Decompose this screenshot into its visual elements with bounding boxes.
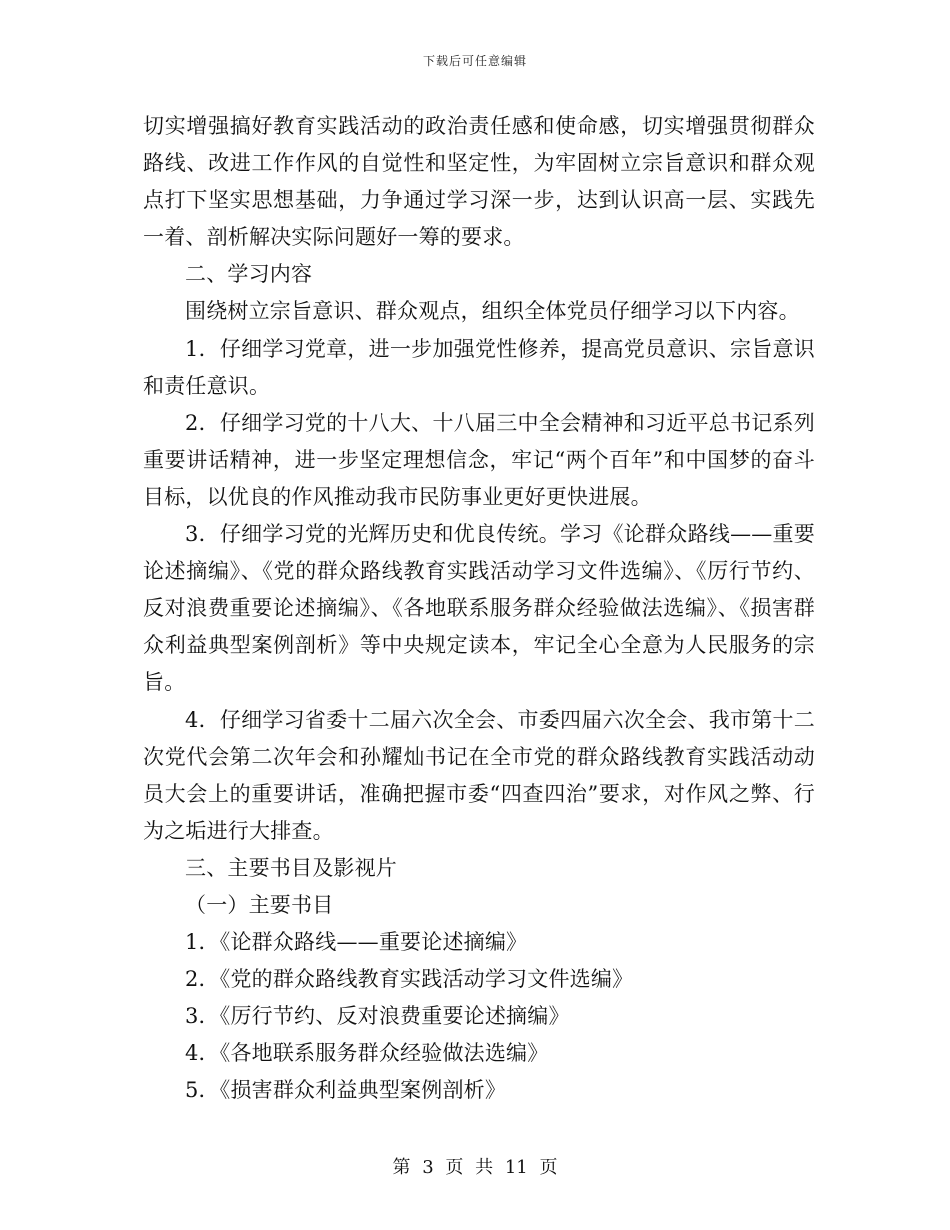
book-item-5: 5．《损害群众利益典型案例剖析》 bbox=[185, 1078, 507, 1103]
study-item-3: 3．仔细学习党的光辉历史和优良传统。学习《论群众路线——重要论述摘编》、《党的群众路线教育实践活动学习文件选编》、《厉行节约、反对浪费重要论述摘编》、《各地联系服务群众经验做法选编》、《损害群众利益典型案例剖析》等中央规定读本，牢记全心全意为人民服务的宗旨。 bbox=[143, 522, 815, 695]
document-body bbox=[143, 108, 815, 1110]
page-number-footer: 第 3 页 共 11 页 bbox=[392, 1157, 558, 1178]
subsection-heading-main-books: （一）主要书目 bbox=[185, 892, 334, 917]
study-item-2: 2．仔细学习党的十八大、十八届三中全会精神和习近平总书记系列重要讲话精神，进一步坚定理想信念，牢记“两个百年”和中国梦的奋斗目标，以优良的作风推动我市民防事业更好更快进展。 bbox=[143, 410, 815, 509]
study-item-1: 1．仔细学习党章，进一步加强党性修养，提高党员意识、宗旨意识和责任意识。 bbox=[143, 336, 815, 398]
section-heading-study-content: 二、学习内容 bbox=[185, 262, 313, 287]
section-heading-books-films: 三、主要书目及影视片 bbox=[185, 855, 397, 880]
study-item-4: 4．仔细学习省委十二届六次全会、市委四届六次全会、我市第十二次党代会第二次年会和孙耀灿书记在全市党的群众路线教育实践活动动员大会上的重要讲话，准确把握市委“四查四治”要求，对作风之弊、行为之垢进行大排查。 bbox=[143, 707, 815, 843]
book-item-1: 1．《论群众路线——重要论述摘编》 bbox=[185, 930, 528, 955]
book-item-3: 3．《厉行节约、反对浪费重要论述摘编》 bbox=[185, 1004, 570, 1029]
book-item-2: 2．《党的群众路线教育实践活动学习文件选编》 bbox=[185, 967, 634, 992]
paragraph-goal: 切实增强搞好教育实践活动的政治责任感和使命感，切实增强贯彻群众路线、改进工作作风的自觉性和坚定性，为牢固树立宗旨意识和群众观点打下坚实思想基础，力争通过学习深一步，达到认识高一层、实践先一着、剖析解决实际问题好一筹的要求。 bbox=[143, 114, 815, 250]
paragraph-study-intro: 围绕树立宗旨意识、群众观点，组织全体党员仔细学习以下内容。 bbox=[185, 299, 800, 324]
page-header-note: 下载后可任意编辑 bbox=[422, 54, 527, 68]
book-item-4: 4．《各地联系服务群众经验做法选编》 bbox=[185, 1041, 549, 1066]
